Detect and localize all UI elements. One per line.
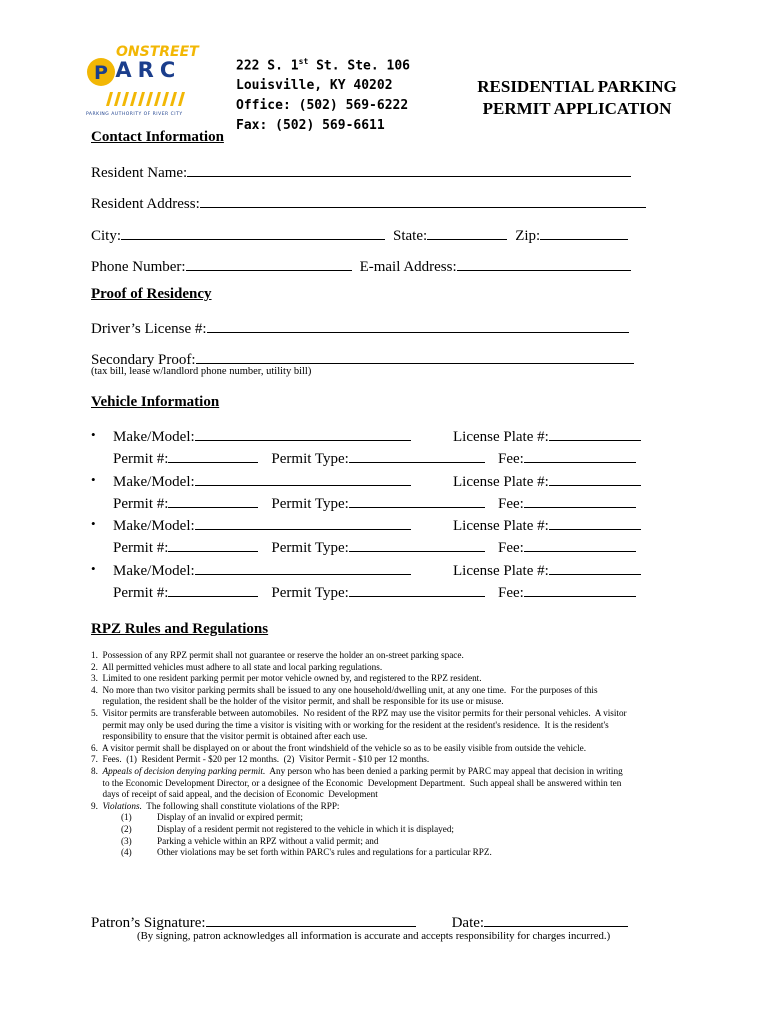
vehicle-bullet: • bbox=[91, 516, 96, 531]
city-label: City: bbox=[91, 228, 122, 244]
vehicle-bullet: • bbox=[91, 472, 96, 487]
vehicle-2-fee-field[interactable] bbox=[524, 493, 636, 508]
date-label: Date: bbox=[451, 915, 485, 931]
vehicle-2-make-model-field[interactable] bbox=[195, 471, 411, 486]
logo-tagline: PARKING AUTHORITY OF RIVER CITY bbox=[86, 112, 183, 117]
email-field[interactable] bbox=[457, 256, 631, 271]
resident-address-row bbox=[91, 193, 646, 213]
violation-text: Parking a vehicle within an RPZ without a valid permit; and bbox=[157, 835, 379, 846]
fee-label: Fee: bbox=[498, 585, 524, 601]
permit-type-label: Permit Type: bbox=[271, 540, 349, 556]
vehicle-2-fee-row bbox=[498, 493, 636, 513]
drivers-license-field[interactable] bbox=[207, 318, 629, 333]
vehicle-1-license-plate-field[interactable] bbox=[549, 426, 641, 441]
vehicle-1-permit-number-field[interactable] bbox=[168, 448, 258, 463]
patron-signature-field[interactable] bbox=[206, 912, 416, 927]
make-model-label: Make/Model: bbox=[113, 474, 195, 490]
rule-line: 1. Possession of any RPZ permit shall not guarantee or reserve the holder an on-street parking space. bbox=[91, 650, 464, 660]
rule-item-8: 8. Appeals of decision denying parking permit. Any person who has been denied a parking permit by PARC may appeal that decision in writing bbox=[91, 765, 623, 776]
vehicle-4-make-model-field[interactable] bbox=[195, 560, 411, 575]
violation-text: Display of an invalid or expired permit; bbox=[157, 812, 303, 823]
rule-line: 2. All permitted vehicles must adhere to all state and local parking regulations. bbox=[91, 661, 383, 672]
svg-text:P: P bbox=[94, 62, 108, 84]
violation-number: (1) bbox=[121, 812, 132, 823]
office-phone: Office: (502) 569-6222 bbox=[236, 98, 409, 114]
form-title-line-2: PERMIT APPLICATION bbox=[482, 99, 672, 118]
rule-line: 6. A visitor permit shall be displayed on or about the front windshield of the vehicle so as to be easily visible from outside the vehicle. bbox=[91, 742, 587, 753]
vehicle-1-permit-type-field[interactable] bbox=[349, 448, 485, 463]
violation-item bbox=[91, 824, 627, 836]
license-row bbox=[91, 318, 629, 338]
rule-line: 3. Limited to one resident parking permit per motor vehicle owned by, and registered to the RPZ resident. bbox=[91, 673, 482, 684]
state-field[interactable] bbox=[427, 225, 507, 240]
vehicle-1-make-row bbox=[113, 426, 411, 446]
permit-type-label: Permit Type: bbox=[271, 585, 349, 601]
vehicle-2-make-row bbox=[113, 471, 411, 491]
permit-number-label: Permit #: bbox=[113, 496, 169, 512]
signature-row bbox=[91, 912, 628, 932]
license-plate-label: License Plate #: bbox=[453, 563, 549, 579]
rule-line: 4. No more than two visitor parking permits shall be issued to any one household/dwelling unit, at any one time. For the purposes of this bbox=[91, 684, 598, 695]
license-plate-label: License Plate #: bbox=[453, 474, 549, 490]
address-line-2: Louisville, KY 40202 bbox=[236, 78, 393, 94]
vehicle-4-plate-row bbox=[453, 560, 641, 580]
secondary-proof-field[interactable] bbox=[196, 349, 634, 364]
fax-number: Fax: (502) 569-6611 bbox=[236, 118, 385, 134]
vehicle-2-permit-type-field[interactable] bbox=[349, 493, 485, 508]
form-title-line-1: RESIDENTIAL PARKING bbox=[477, 77, 677, 96]
violation-item bbox=[91, 812, 627, 824]
vehicle-2-permit-number-field[interactable] bbox=[168, 493, 258, 508]
vehicle-4-make-row bbox=[113, 560, 411, 580]
vehicle-4-permit-number-field[interactable] bbox=[168, 582, 258, 597]
vehicle-1-permit-row bbox=[113, 448, 485, 468]
rule-line: permit may only be used during the time a visitor is visiting with or working for the resident at the resident's residence. It is the resident's bbox=[91, 719, 609, 730]
fee-label: Fee: bbox=[498, 451, 524, 467]
vehicle-1-fee-field[interactable] bbox=[524, 448, 636, 463]
resident-address-label: Resident Address: bbox=[91, 196, 200, 212]
permit-type-label: Permit Type: bbox=[271, 451, 349, 467]
vehicle-4-permit-row bbox=[113, 582, 485, 602]
permit-number-label: Permit #: bbox=[113, 451, 169, 467]
vehicle-4-permit-type-field[interactable] bbox=[349, 582, 485, 597]
license-plate-label: License Plate #: bbox=[453, 518, 549, 534]
resident-name-label: Resident Name: bbox=[91, 165, 188, 181]
state-label: State: bbox=[393, 228, 428, 244]
rule-line: to the Economic Development Director, or a designee of the Economic Development Department. Such appeal shall be answered within ten bbox=[91, 777, 622, 788]
phone-email-row bbox=[91, 256, 631, 276]
vehicle-bullet: • bbox=[91, 561, 96, 576]
violation-number: (2) bbox=[121, 823, 132, 834]
violation-number: (3) bbox=[121, 835, 132, 846]
parc-logo bbox=[86, 44, 199, 120]
logo-top-text: ONSTREET bbox=[116, 44, 199, 60]
drivers-license-label: Driver’s License #: bbox=[91, 321, 207, 337]
vehicle-3-permit-number-field[interactable] bbox=[168, 537, 258, 552]
form-title bbox=[452, 76, 702, 120]
vehicle-1-fee-row bbox=[498, 448, 636, 468]
residency-heading: Proof of Residency bbox=[91, 286, 212, 302]
vehicle-3-plate-row bbox=[453, 515, 641, 535]
vehicle-3-fee-field[interactable] bbox=[524, 537, 636, 552]
violation-item bbox=[91, 847, 627, 859]
rules-list bbox=[91, 650, 627, 859]
violation-item bbox=[91, 836, 627, 848]
vehicle-3-permit-type-field[interactable] bbox=[349, 537, 485, 552]
city-row bbox=[91, 225, 628, 245]
vehicle-2-plate-row bbox=[453, 471, 641, 491]
vehicle-1-make-model-field[interactable] bbox=[195, 426, 411, 441]
resident-name-row bbox=[91, 162, 631, 182]
resident-address-field[interactable] bbox=[200, 193, 646, 208]
violation-text: Other violations may be set forth within PARC's rules and regulations for a particular RPZ. bbox=[157, 847, 492, 858]
make-model-label: Make/Model: bbox=[113, 429, 195, 445]
license-plate-label: License Plate #: bbox=[453, 429, 549, 445]
signature-note: (By signing, patron acknowledges all information is accurate and accepts responsibility for charges incurred.) bbox=[137, 930, 611, 942]
vehicle-3-make-model-field[interactable] bbox=[195, 515, 411, 530]
make-model-label: Make/Model: bbox=[113, 518, 195, 534]
vehicle-heading: Vehicle Information bbox=[91, 394, 220, 410]
logo-main-text: ARC bbox=[115, 58, 182, 82]
fee-label: Fee: bbox=[498, 540, 524, 556]
vehicle-2-license-plate-field[interactable] bbox=[549, 471, 641, 486]
permit-type-label: Permit Type: bbox=[271, 496, 349, 512]
secondary-proof-note: (tax bill, lease w/landlord phone number, utility bill) bbox=[91, 366, 312, 377]
rule-line: regulation, the resident shall be the holder of the visitor permit, and shall be responsible for its use or misuse. bbox=[91, 696, 504, 707]
zip-field[interactable] bbox=[540, 225, 628, 240]
vehicle-3-permit-row bbox=[113, 537, 485, 557]
address-line-1: 222 S. 1st St. Ste. 106 bbox=[236, 57, 411, 74]
rule-line: 5. Visitor permits are transferable between automobiles. No resident of the RPZ may use the visitor permits for their personal vehicles. A visitor bbox=[91, 707, 627, 718]
permit-number-label: Permit #: bbox=[113, 585, 169, 601]
contact-heading: Contact Information bbox=[91, 129, 224, 145]
violation-text: Display of a resident permit not registered to the vehicle in which it is displayed; bbox=[157, 823, 454, 834]
vehicle-bullet: • bbox=[91, 427, 96, 442]
rules-heading: RPZ Rules and Regulations bbox=[91, 621, 269, 637]
city-field[interactable] bbox=[121, 225, 385, 240]
logo-stripes-icon bbox=[104, 92, 188, 106]
secondary-proof-label: Secondary Proof: bbox=[91, 352, 196, 368]
vehicle-2-permit-row bbox=[113, 493, 485, 513]
rule-line: 7. Fees. (1) Resident Permit - $20 per 12 months. (2) Visitor Permit - $10 per 12 months. bbox=[91, 754, 430, 765]
phone-field[interactable] bbox=[186, 256, 352, 271]
vehicle-4-fee-row bbox=[498, 582, 636, 602]
vehicle-3-fee-row bbox=[498, 537, 636, 557]
email-label: E-mail Address: bbox=[359, 259, 457, 275]
rule-line: days of receipt of said appeal, and the decision of Economic Development bbox=[91, 789, 378, 800]
vehicle-4-fee-field[interactable] bbox=[524, 582, 636, 597]
vehicle-1-plate-row bbox=[453, 426, 641, 446]
fee-label: Fee: bbox=[498, 496, 524, 512]
date-field[interactable] bbox=[484, 912, 628, 927]
rule-line: responsibility to ensure that the visitor permit is obtained after each use. bbox=[91, 731, 368, 742]
vehicle-3-license-plate-field[interactable] bbox=[549, 515, 641, 530]
rule-item-9: 9. Violations. The following shall constitute violations of the RPP: bbox=[91, 800, 340, 811]
permit-number-label: Permit #: bbox=[113, 540, 169, 556]
zip-label: Zip: bbox=[515, 228, 541, 244]
office-address bbox=[236, 52, 410, 136]
resident-name-field[interactable] bbox=[187, 162, 631, 177]
vehicle-4-license-plate-field[interactable] bbox=[549, 560, 641, 575]
vehicle-3-make-row bbox=[113, 515, 411, 535]
patron-signature-label: Patron’s Signature: bbox=[91, 915, 206, 931]
make-model-label: Make/Model: bbox=[113, 563, 195, 579]
violation-number: (4) bbox=[121, 847, 132, 858]
phone-label: Phone Number: bbox=[91, 259, 186, 275]
